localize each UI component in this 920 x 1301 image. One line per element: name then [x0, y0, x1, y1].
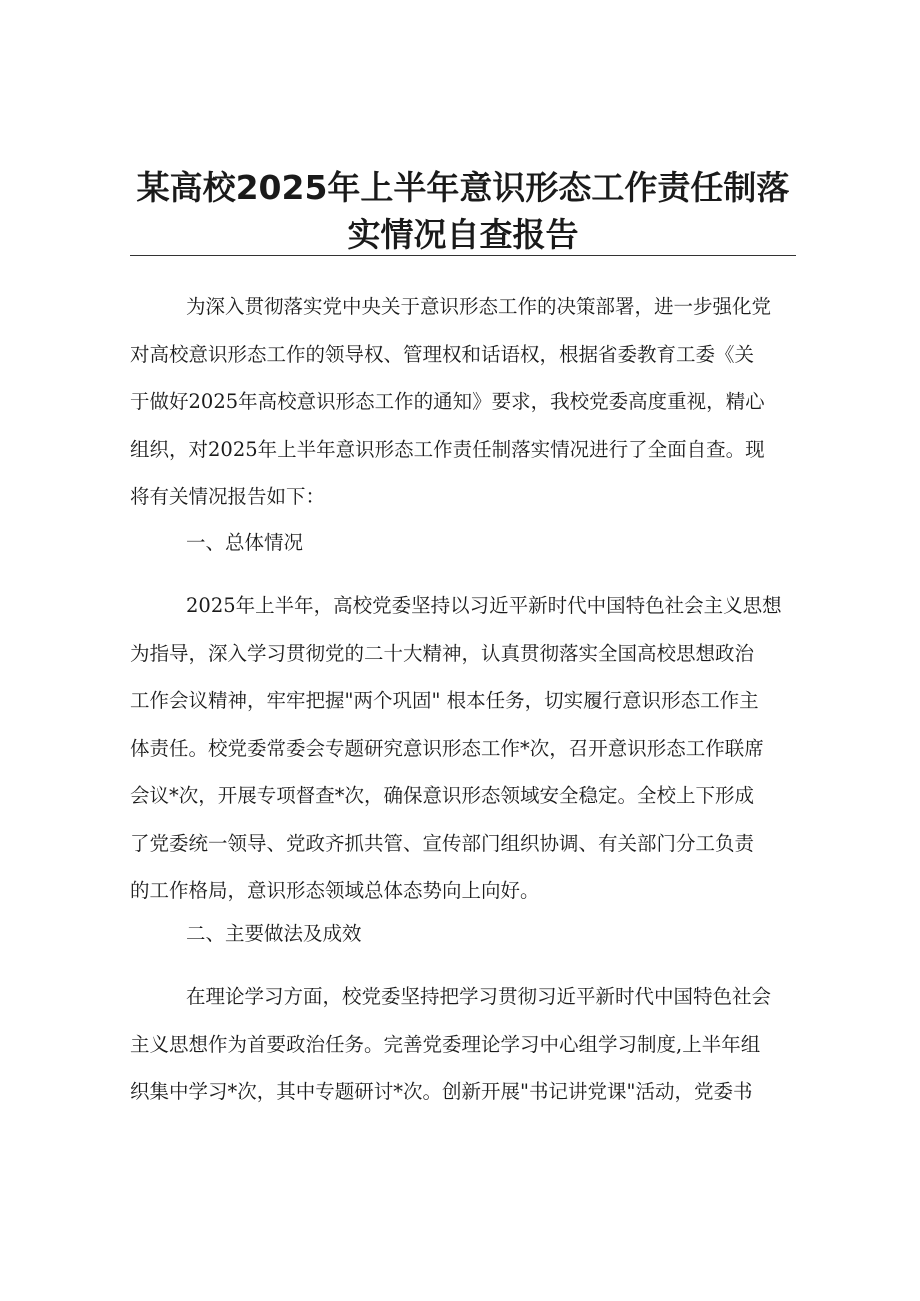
- section-2-heading: 二、主要做法及成效: [186, 922, 362, 945]
- section-2-line: 织集中学习*次，其中专题研讨*次。创新开展"书记讲党课"活动，党委书: [130, 1080, 753, 1103]
- title-underline: [130, 255, 796, 256]
- section-1-line: 工作会议精神，牢牢把握"两个巩固" 根本任务，切实履行意识形态工作主: [130, 689, 759, 712]
- document-title-line-2: 实情况自查报告: [347, 215, 579, 254]
- section-2-line: 主义思想作为首要政治任务。完善党委理论学习中心组学习制度,上半年组: [130, 1032, 761, 1056]
- intro-line: 对高校意识形态工作的领导权、管理权和话语权，根据省委教育工委《关: [130, 342, 755, 366]
- intro-line: 将有关情况报告如下：: [130, 485, 326, 508]
- section-1-heading: 一、总体情况: [186, 531, 304, 554]
- section-1-line: 2025年上半年，高校党委坚持以习近平新时代中国特色社会主义思想: [186, 594, 782, 617]
- section-1-line: 的工作格局，意识形态领域总体态势向上向好。: [130, 879, 540, 902]
- intro-line: 组织，对2025年上半年意识形态工作责任制落实情况进行了全面自查。现: [130, 437, 765, 461]
- intro-line: 于做好2025年高校意识形态工作的通知》要求，我校党委高度重视，精心: [130, 390, 765, 413]
- section-1-line: 为指导，深入学习贯彻党的二十大精神，认真贯彻落实全国高校思想政治: [130, 641, 755, 665]
- section-1-line: 了党委统一领导、党政齐抓共管、宣传部门组织协调、有关部门分工负责: [130, 831, 755, 855]
- section-1-line: 体责任。校党委常委会专题研究意识形态工作*次，召开意识形态工作联席: [130, 736, 764, 760]
- section-1-paragraph: [130, 582, 790, 915]
- section-1-line: 会议*次，开展专项督查*次，确保意识形态领域安全稳定。全校上下形成: [130, 784, 755, 807]
- section-2-paragraph: [130, 973, 790, 1116]
- document-title-line-1: 某高校2025年上半年意识形态工作责任制落: [136, 168, 790, 207]
- intro-paragraph: [130, 283, 790, 521]
- intro-line: 为深入贯彻落实党中央关于意识形态工作的决策部署，进一步强化党: [186, 295, 772, 318]
- section-2-line: 在理论学习方面，校党委坚持把学习贯彻习近平新时代中国特色社会: [186, 985, 772, 1008]
